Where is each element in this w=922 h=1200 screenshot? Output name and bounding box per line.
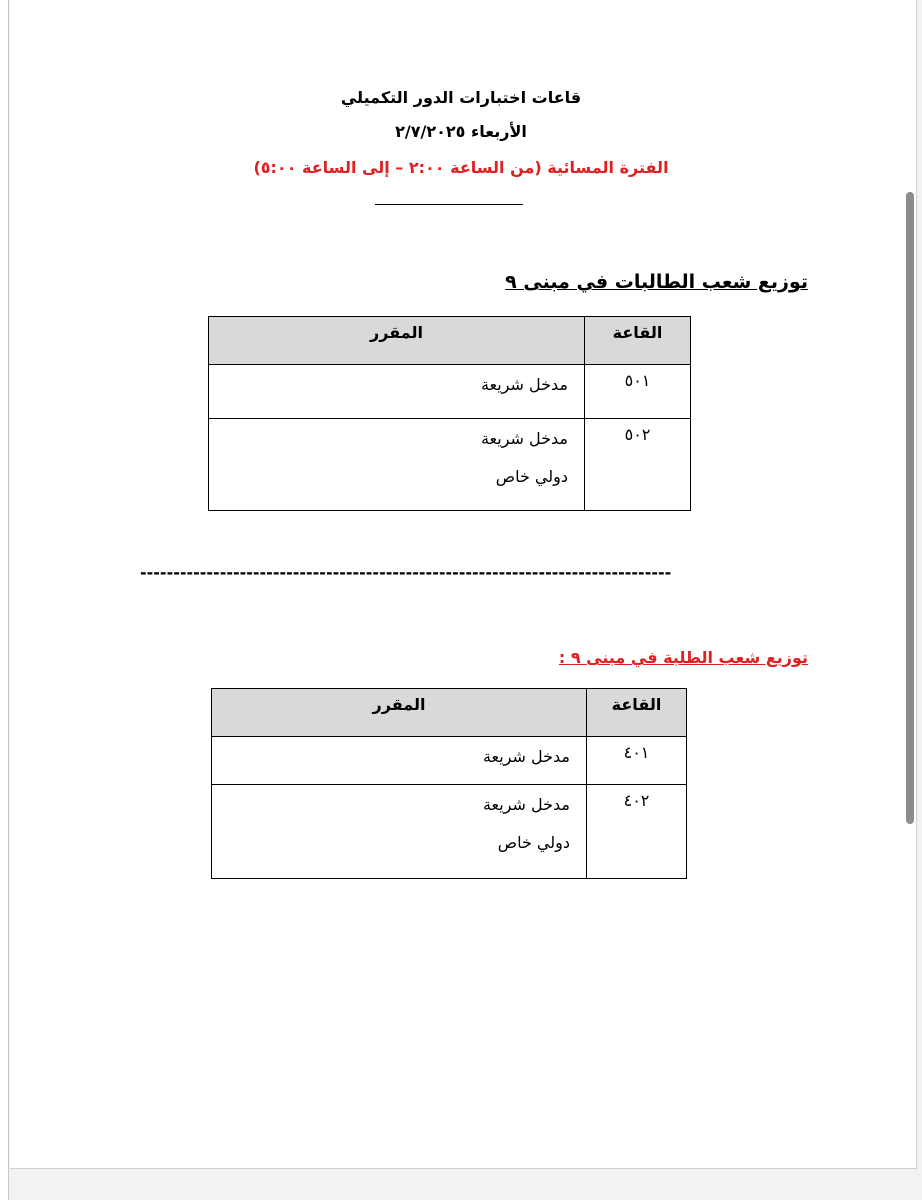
male-rooms-table [211,688,687,879]
room-cell: ٤٠١ [587,737,687,785]
room-column-header: القاعة [585,317,691,365]
course-column-header: المقرر [212,689,587,737]
table-header-row [212,689,687,737]
course-name: دولي خاص [495,467,568,486]
room-cell: ٤٠٢ [587,785,687,879]
male-section-title: توزيع شعب الطلبة في مبنى ٩ : [558,648,808,667]
female-rooms-table [208,316,691,511]
course-cell [212,785,587,879]
course-name: مدخل شريعة [482,747,570,766]
table-row [212,785,687,879]
room-column-header: القاعة [587,689,687,737]
viewer-left-edge [0,0,9,1200]
course-cell [212,737,587,785]
table-row [212,737,687,785]
title-underline-rule [375,204,523,205]
room-cell: ٥٠١ [585,365,691,419]
course-name: مدخل شريعة [482,795,570,814]
female-section-title: توزيع شعب الطالبات في مبنى ٩ [505,271,808,293]
course-cell [209,365,585,419]
course-name: دولي خاص [497,833,570,852]
document-title: قاعات اختبارات الدور التكميلي [340,88,582,107]
course-name: مدخل شريعة [480,429,568,448]
table-header-row [209,317,691,365]
section-separator: -------------------------------------------------------------------------------- [140,563,672,582]
exam-period: الفترة المسائية (من الساعة ٢:٠٠ – إلى الساعة ٥:٠٠) [253,158,669,177]
room-cell: ٥٠٢ [585,419,691,511]
scrollbar-thumb[interactable] [906,192,914,824]
course-cell [209,419,585,511]
table-row [209,419,691,511]
exam-date: الأربعاء ٢/٧/٢٠٢٥ [395,122,527,141]
course-column-header: المقرر [209,317,585,365]
table-row [209,365,691,419]
course-name: مدخل شريعة [480,375,568,394]
